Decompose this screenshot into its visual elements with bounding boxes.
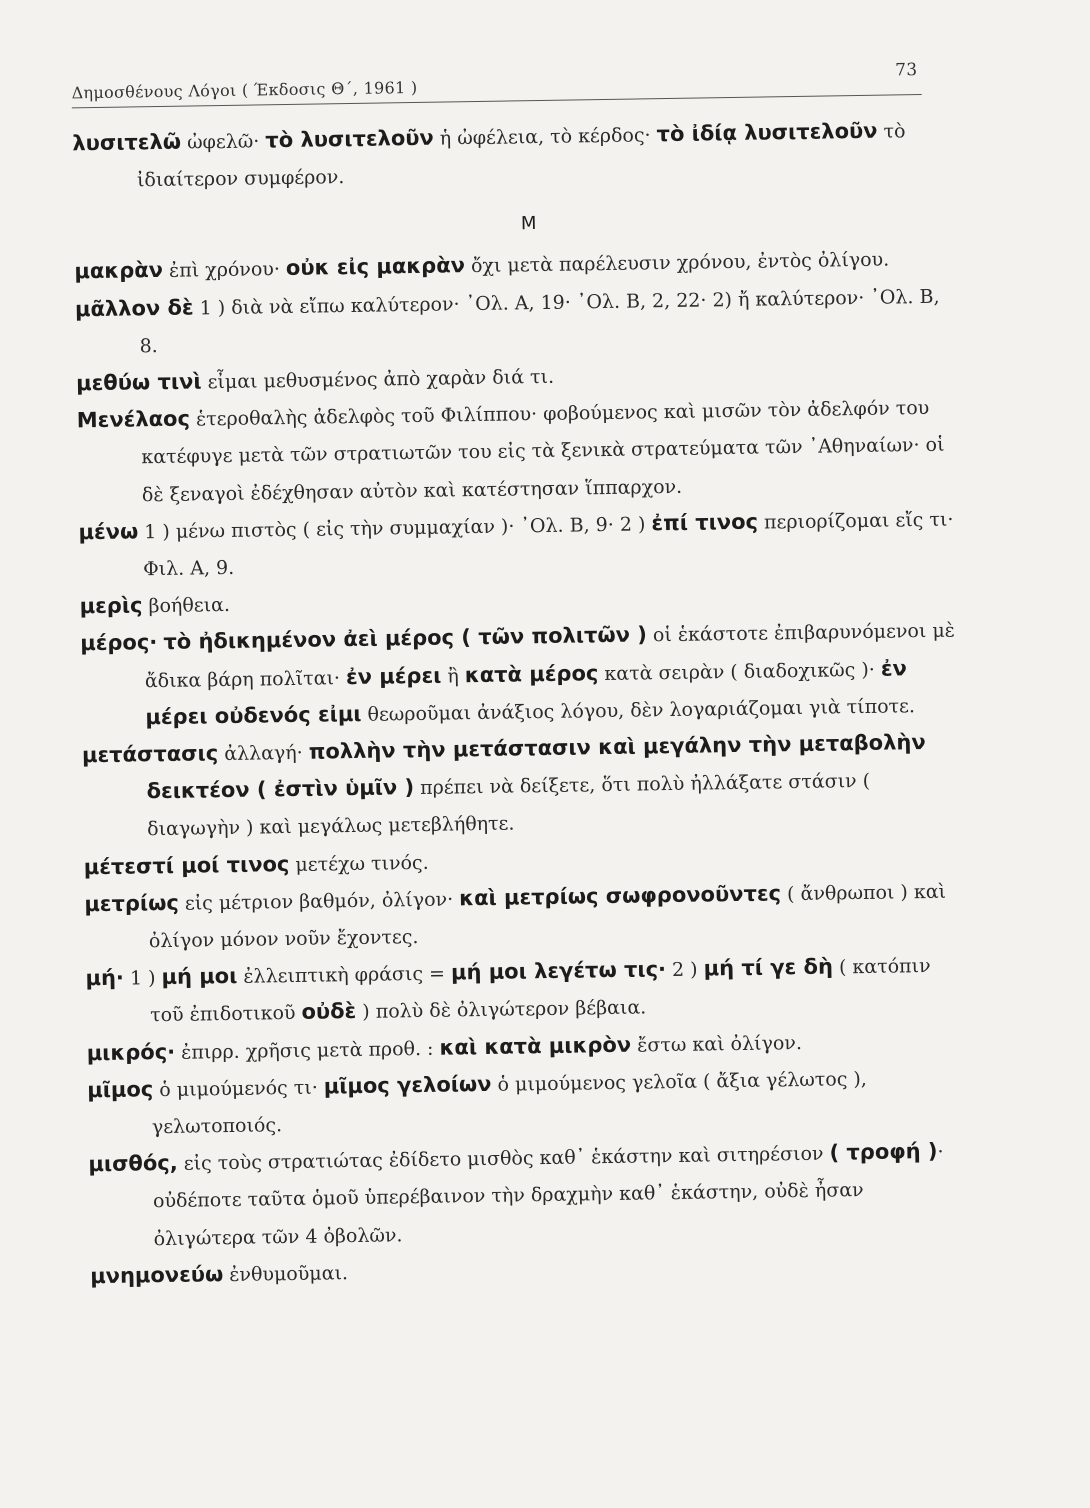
definition-text: ἐπιρρ. χρῆσις μετὰ προθ. : [174, 1037, 440, 1064]
definition-text: πρέπει νὰ δείξετε, ὅτι πολὺ ἠλλάξατε στάσιν ( διαγωγὴν ) καὶ μεγάλως μετεβλήθητε. [147, 770, 871, 841]
headword: μακρὰν [74, 258, 164, 284]
definition-text: εἶμαι μεθυσμένος ἀπὸ χαρὰν διά τι. [201, 365, 555, 394]
phrase: μή τί γε δὴ [703, 954, 834, 981]
page-number: 73 [894, 60, 918, 81]
running-head [71, 60, 921, 108]
entry-meno [78, 500, 959, 588]
entry-meros [80, 612, 962, 737]
definition-text: 1 ) [123, 967, 162, 990]
definition-text: βοήθεια. [142, 594, 231, 618]
definition-text: ( ἄνθρωποι ) καὶ ὀλίγον μόνον νοῦν ἔχοντες. [148, 880, 947, 953]
headword: μικρός· [86, 1039, 176, 1065]
entry-misthos [88, 1133, 970, 1258]
phrase: ἐν μέρει οὐδενός εἰμι [145, 655, 908, 730]
glossary-body [72, 112, 970, 1296]
entry-mimos [87, 1058, 968, 1146]
headword: μέτεστί μοί τινος [83, 851, 290, 879]
phrase: ( τροφή ) [829, 1139, 938, 1165]
headword: μεθύω τινὶ [75, 369, 202, 396]
definition-text: ἐνθυμοῦμαι. [223, 1262, 349, 1287]
definition-text: ) πολὺ δὲ ὀλιγώτερον βέβαια. [356, 996, 647, 1024]
definition-text: ἐλλειπτικὴ φράσις = [237, 962, 452, 989]
entry-mallon [75, 277, 956, 365]
definition-text: εἰς τοὺς στρατιώτας ἐδίδετο μισθὸς καθ᾿ ἑκάστην καὶ σιτηρέσιον [177, 1142, 830, 1176]
headword: μετάστασις [81, 741, 219, 768]
phrase: καὶ μετρίως σωφρονοῦντες [458, 881, 782, 911]
entry-metrios [84, 872, 965, 960]
definition-text: ὁ μιμούμενος γελοῖα ( ἄξια γέλωτος ), γελωτοποιός. [151, 1067, 868, 1139]
headword: μετρίως [84, 890, 180, 917]
definition-text: ( κατόπιν τοῦ ἐπιδοτικοῦ [149, 955, 931, 1027]
entry-me [85, 947, 966, 1035]
definition-text: εἰς μέτριον βαθμόν, ὀλίγον· [178, 888, 460, 915]
phrase: πολλὴν τὴν μετάστασιν καὶ μεγάλην τὴν μεταβολὴν δεικτέον ( ἐστὶν ὑμῖν ) [146, 730, 926, 804]
phrase: μή μοι λεγέτω τις· [450, 957, 667, 985]
phrase: τὸ ἰδίᾳ λυσιτελοῦν [656, 118, 878, 147]
phrase: ἐπί τινος [651, 509, 759, 536]
definition-text: ἔστω καὶ ὀλίγον. [630, 1031, 803, 1057]
phrase: ἐν μέρει [345, 663, 442, 689]
phrase: μῖμος γελοίων [323, 1071, 492, 1099]
headword: μισθός, [88, 1151, 178, 1177]
headword: λυσιτελῶ [72, 129, 182, 156]
headword: μῖμος [87, 1077, 154, 1103]
definition-text: · οὐδέποτε ταῦτα ὁμοῦ ὑπερέβαινον τὴν δραχμὴν καθ᾿ ἑκάστην, οὐδὲ ἦσαν ὀλιγώτερα τῶν 4 ὀβολῶν. [152, 1141, 944, 1250]
definition-text: 1 ) μένω πιστὸς ( εἰς τὴν συμμαχίαν )· ᾿Ολ. Β, 9· 2 ) [138, 513, 652, 544]
phrase: τὸ λυσιτελοῦν [265, 125, 434, 153]
definition-text: τὸ ἰδιαίτερον συμφέρον. [136, 120, 906, 192]
phrase: κατὰ μέρος [464, 660, 599, 687]
definition-text: 2 ) [665, 958, 704, 982]
phrase: μή μοι [161, 964, 238, 990]
definition-text: ἡ ὠφέλεια, τὸ κέρδος· [433, 124, 657, 150]
definition-text: περιορίζομαι εἴς τι· Φιλ. Α, 9. [142, 508, 954, 581]
headword: μένω [78, 519, 139, 545]
definition-text: οἱ ἑκάστοτε ἐπιβαρυνόμενοι μὲ ἄδικα βάρη πολῖται· [144, 619, 956, 692]
headword: μνημονεύω [90, 1262, 224, 1289]
definition-text: θεωροῦμαι ἀνάξιος λόγου, δὲν λογαριάζομαι γιὰ τίποτε. [361, 695, 916, 726]
definition-text: ὄχι μετὰ παρέλευσιν χρόνου, ἐντὸς ὀλίγου. [464, 248, 890, 278]
entry-metastasis [82, 723, 964, 848]
running-head-title: Δημοσθένους Λόγοι ( Έκδοσις Θ΄, 1961 ) [71, 77, 418, 103]
headword: Μενέλαος [76, 406, 191, 433]
headword: μερὶς [79, 593, 143, 619]
headword: μή· [85, 965, 125, 991]
entry-menelaos [76, 389, 958, 514]
phrase: καὶ κατὰ μικρὸν [439, 1032, 632, 1060]
headword: μέρος· [80, 630, 158, 656]
definition-text: ὠφελῶ· [180, 130, 266, 154]
phrase: τὸ ἠδικημένον ἀεὶ μέρος ( τῶν πολιτῶν ) [163, 622, 648, 655]
definition-text: ὁ μιμούμενός τι· [153, 1076, 324, 1102]
entry-lysitelo [72, 112, 953, 200]
section-letter: Μ [520, 213, 537, 235]
definition-text: ἑτεροθαλὴς ἀδελφὸς τοῦ Φιλίππου· φοβούμενος καὶ μισῶν τὸν ἀδελφόν του κατέφυγε μετὰ τῶν στρατιωτῶν του εἰς τὰ ξενικὰ στρατεύματα τῶν ᾿Αθηναίων· οἱ δὲ ξεναγοὶ ἐδέχθησαν αὐτὸν καὶ κατέστησαν ἵππαρχον. [141, 397, 945, 506]
headword: μᾶλλον δὲ [74, 295, 194, 321]
definition-text: ἐπὶ χρόνου· [162, 258, 287, 283]
definition-text: ἀλλαγή· [218, 741, 309, 766]
definition-text: 1 ) διὰ νὰ εἴπω καλύτερον· ᾿Ολ. Α, 19· ᾿Ολ. Β, 2, 22· 2) ἤ καλύτερον· ᾿Ολ. Β, 8. [139, 285, 940, 358]
definition-text: κατὰ σειρὰν ( διαδοχικῶς )· [598, 658, 882, 685]
phrase: οὐκ εἰς μακρὰν [285, 253, 466, 281]
definition-text: ἢ [441, 664, 465, 688]
phrase: οὐδὲ [301, 999, 357, 1025]
definition-text: μετέχω τινός. [289, 851, 429, 876]
